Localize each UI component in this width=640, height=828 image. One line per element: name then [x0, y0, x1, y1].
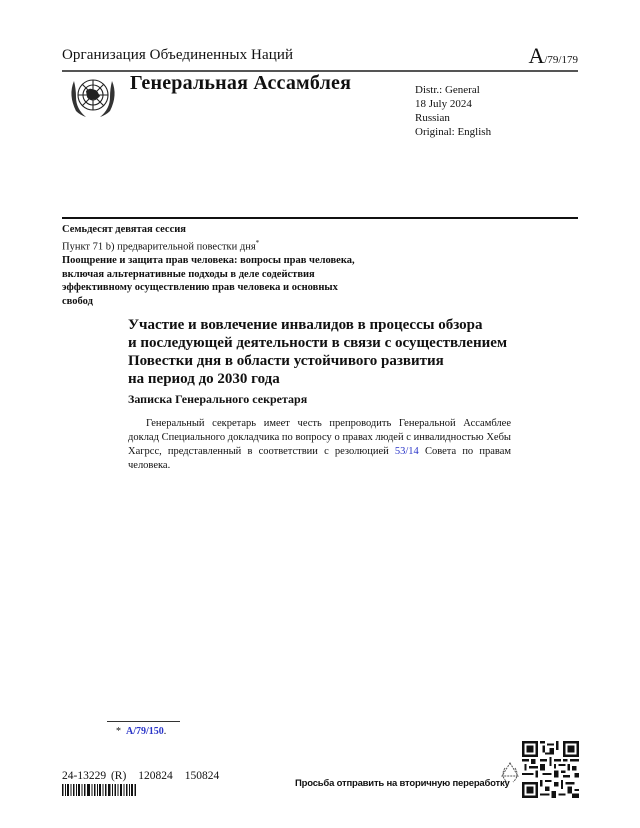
- symbol-letter: A: [528, 43, 545, 68]
- agenda-block: [62, 223, 362, 309]
- document-symbol: [528, 44, 578, 72]
- agenda-topic: Поощрение и защита прав человека: вопросы прав человека, включая альтернативные подходы в деле содействия эффективному осуществлению прав человека и основных свобод: [62, 254, 355, 308]
- date-issued: 120824: [138, 770, 173, 782]
- recycle-notice: Просьба отправить на вторичную переработку: [295, 778, 510, 789]
- distribution-block: [415, 83, 491, 139]
- distribution-type: Distr.: General: [415, 84, 480, 96]
- job-number: 24-13229 (R): [62, 770, 127, 782]
- organization-name: Организация Объединенных Наций: [62, 47, 294, 63]
- footnote-link[interactable]: A/79/150: [126, 726, 164, 737]
- document-number-line: [62, 770, 231, 782]
- original-language: Original: English: [415, 126, 492, 138]
- document-title: Участие и вовлечение инвалидов в процессы обзора и последующей деятельности в связи с осуществлением Повестки дня в области устойчивого развития на период до 2030 года: [128, 317, 508, 387]
- recycle-icon: [499, 760, 521, 786]
- body-paragraph: Генеральный секретарь имеет честь препроводить Генеральной Ассамблее доклад Специального докладчика по вопросу о правах людей с инвалидностью Хебы Хагрсс, представленный в соответствии с резолюцией 53/14 Совета по правам человека.: [128, 418, 511, 471]
- section-rule: [62, 217, 578, 219]
- date-printed: 150824: [184, 770, 220, 782]
- qr-code-icon: [522, 741, 579, 798]
- note-title: Записка Генерального секретаря: [128, 392, 308, 406]
- footnote: * A/79/150.: [116, 726, 167, 737]
- footnote-rule: [107, 721, 180, 722]
- resolution-link[interactable]: 53/14: [394, 446, 419, 457]
- un-emblem-icon: [64, 73, 122, 119]
- footnote-marker: *: [255, 238, 260, 247]
- document-date: 18 July 2024: [415, 98, 472, 110]
- body-title: Генеральная Ассамблея: [130, 72, 352, 94]
- document-language: Russian: [415, 112, 450, 124]
- barcode-icon: [62, 784, 136, 796]
- symbol-number: /79/179: [544, 54, 578, 66]
- agenda-item: Пункт 71 b) предварительной повестки дня*: [62, 238, 260, 253]
- session-label: Семьдесят девятая сессия: [62, 224, 186, 235]
